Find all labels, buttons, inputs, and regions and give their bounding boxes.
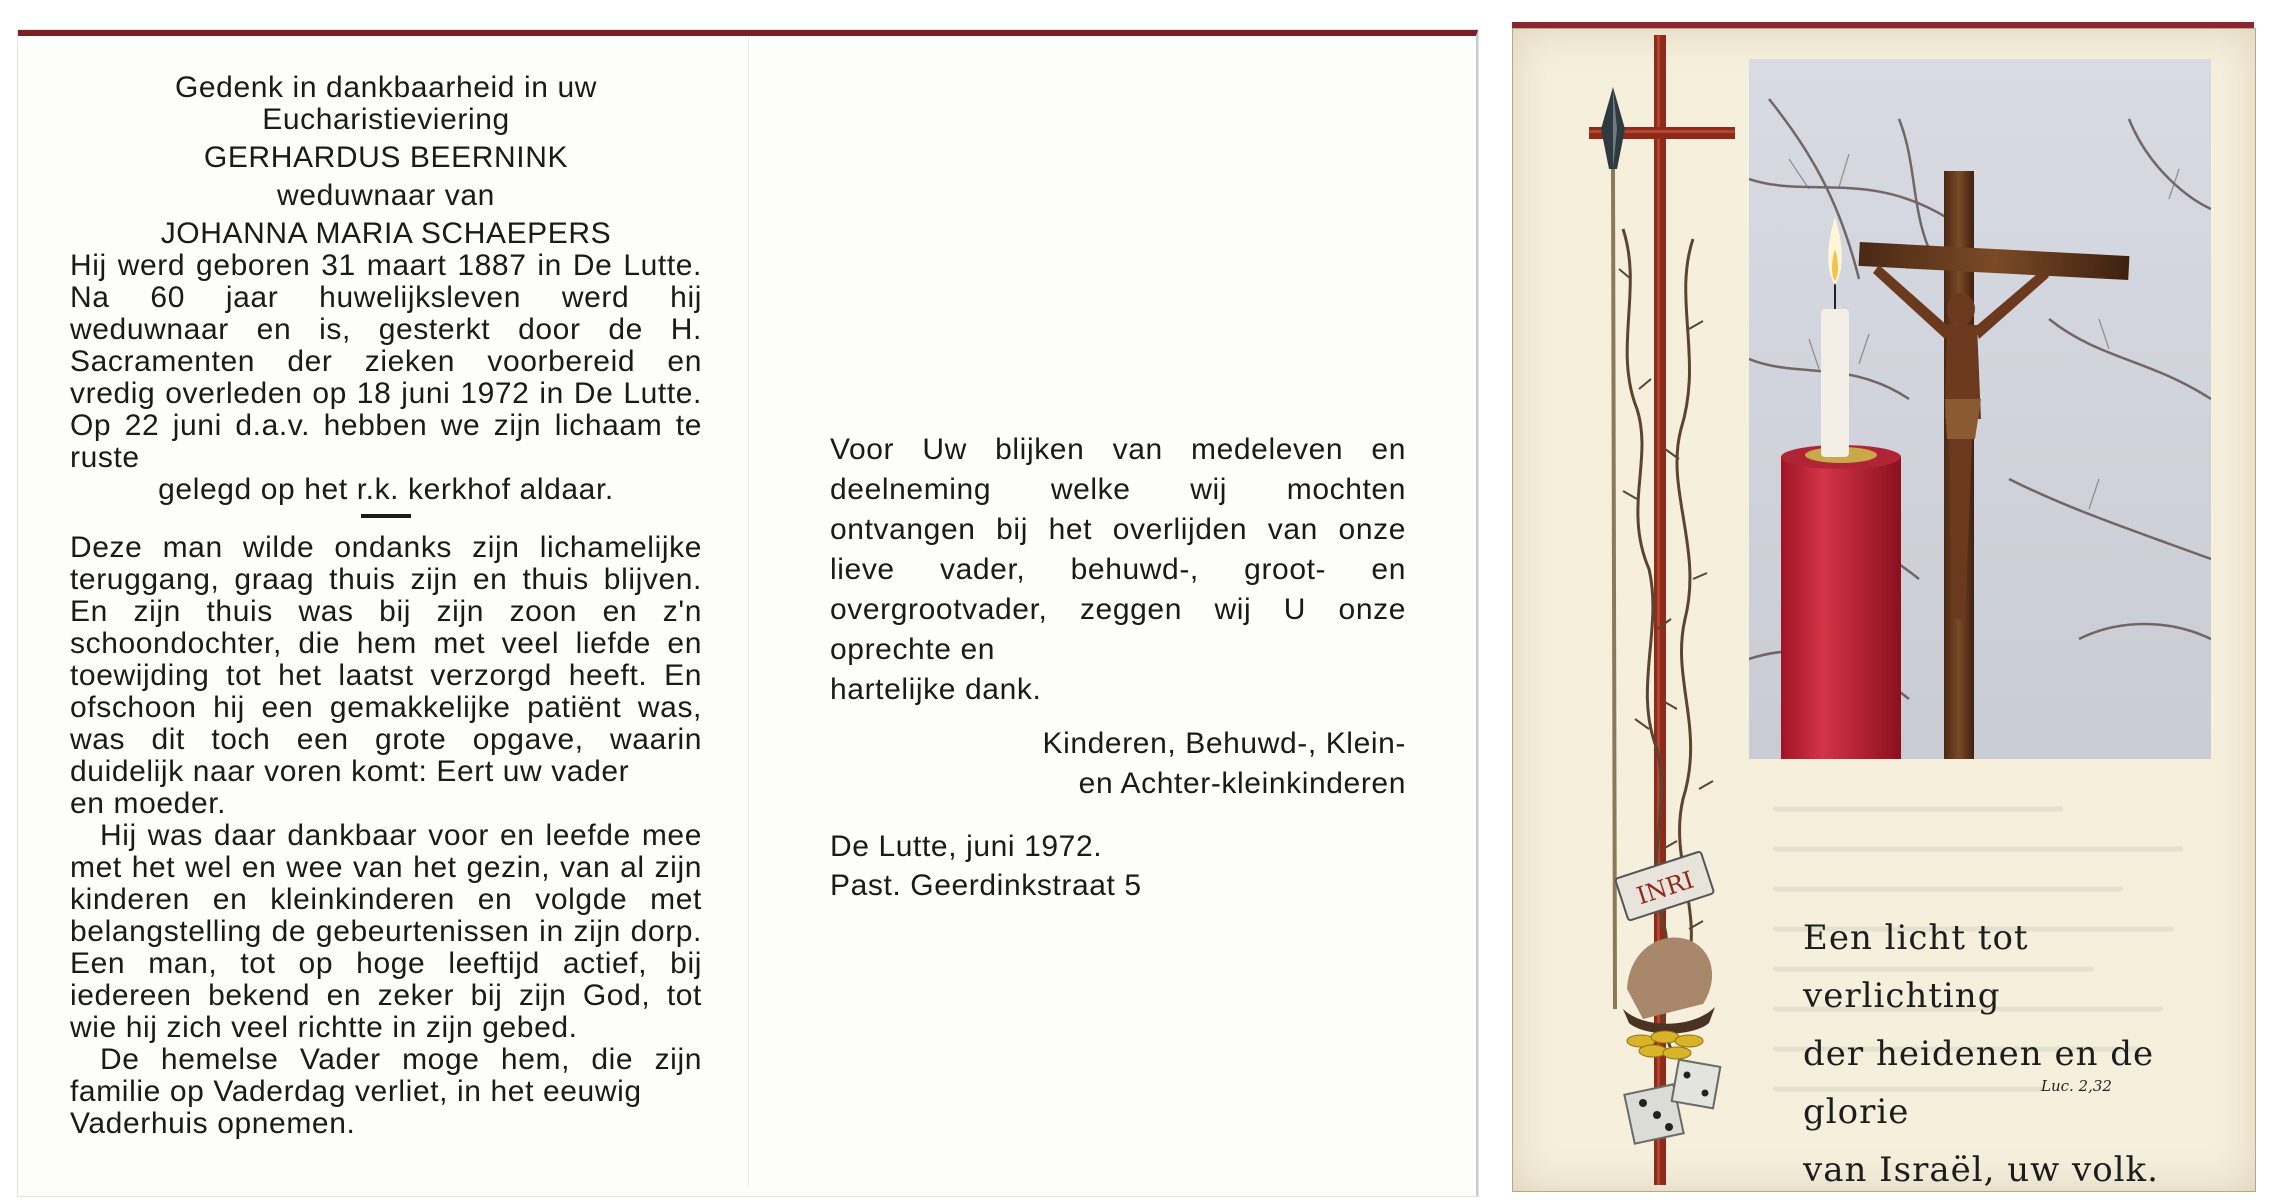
signature-line-1: Kinderen, Behuwd-, Klein- — [1042, 727, 1406, 760]
thanks-last-line: hartelijke dank. — [830, 673, 1042, 706]
verse-line-2: der heidenen en de glorie — [1803, 1034, 2155, 1132]
red-candle — [1781, 457, 1901, 759]
relation-line: weduwnaar van — [277, 179, 495, 212]
address: Past. Geerdinkstraat 5 — [830, 869, 1142, 902]
verse-reference: Luc. 2,32 — [2041, 1077, 2112, 1095]
verse-line-3: van Israël, uw volk. — [1803, 1150, 2159, 1190]
dice-icon — [1624, 1060, 1720, 1144]
closing-paragraph: De hemelse Vader moge hem, die zijn familie op Vaderdag verliet, in het eeuwig — [70, 1043, 702, 1108]
character-paragraph: Deze man wilde ondanks zijn lichamelijke teruggang, graag thuis zijn en thuis blijven. En zijn thuis was bij zijn zoon en z'n schoondochter, die hem met veel liefde en toewijding tot het laatst verzorgd heeft. En ofschoon hij een gemakkelijke patiënt was, was dit toch een grote opgave, waarin duidelijk naar voren komt: Eert uw vader — [70, 531, 702, 788]
spear-shaft — [1613, 169, 1615, 1009]
place-date: De Lutte, juni 1972. — [830, 830, 1103, 863]
white-candle — [1821, 309, 1849, 457]
scripture-verse — [1803, 909, 2223, 1199]
closing-paragraph-last-line: Vaderhuis opnemen. — [70, 1107, 356, 1140]
character-paragraph-last-line: en moeder. — [70, 787, 227, 820]
inri-text: INRI — [1633, 865, 1698, 911]
section-divider — [361, 514, 411, 518]
verse-line-1: Een licht tot verlichting — [1803, 918, 2029, 1016]
dedication-line-2: Eucharistieviering — [262, 103, 510, 136]
money-pouch-icon — [1627, 938, 1712, 1019]
page-fold-line — [748, 36, 749, 1186]
right-page-text — [830, 430, 1406, 906]
biography-last-line: gelegd op het r.k. kerkhof aldaar. — [158, 473, 614, 506]
left-page-text — [70, 72, 702, 1140]
crucifix-candle-photo — [1749, 59, 2211, 759]
cross-and-spear-illustration — [1553, 29, 1773, 1191]
family-paragraph: Hij was daar dankbaar voor en leefde mee met het wel en wee van het gezin, van al zijn kinderen en kleinkinderen en volgde met belangstelling de gebeurtenissen in zijn dorp. Een man, tot op hoge leeftijd actief, bij iedereen bekend en zeker bij zijn God, tot wie hij zich veel richtte in zijn gebed. — [70, 819, 702, 1044]
spouse-name: JOHANNA MARIA SCHAEPERS — [160, 217, 612, 250]
thanks-paragraph: Voor Uw blijken van medeleven en deelneming welke wij mochten ontvangen bij het overlijden van onze lieve vader, behuwd-, groot- en overgrootvader, zeggen wij U onze oprechte en — [830, 433, 1406, 666]
devotional-card — [1512, 28, 2256, 1192]
signature-line-2: en Achter-kleinkinderen — [1078, 767, 1406, 800]
biography-paragraph: Hij werd geboren 31 maart 1887 in De Lutte. Na 60 jaar huwelijksleven werd hij weduwnaar en is, gesterkt door de H. Sacramenten der zieken voorbereid en vredig overleden op 18 juni 1972 in De Lutte. Op 22 juni d.a.v. hebben we zijn lichaam te ruste — [70, 249, 702, 474]
deceased-name: GERHARDUS BEERNINK — [203, 141, 569, 174]
dedication-line-1: Gedenk in dankbaarheid in uw — [174, 71, 598, 104]
